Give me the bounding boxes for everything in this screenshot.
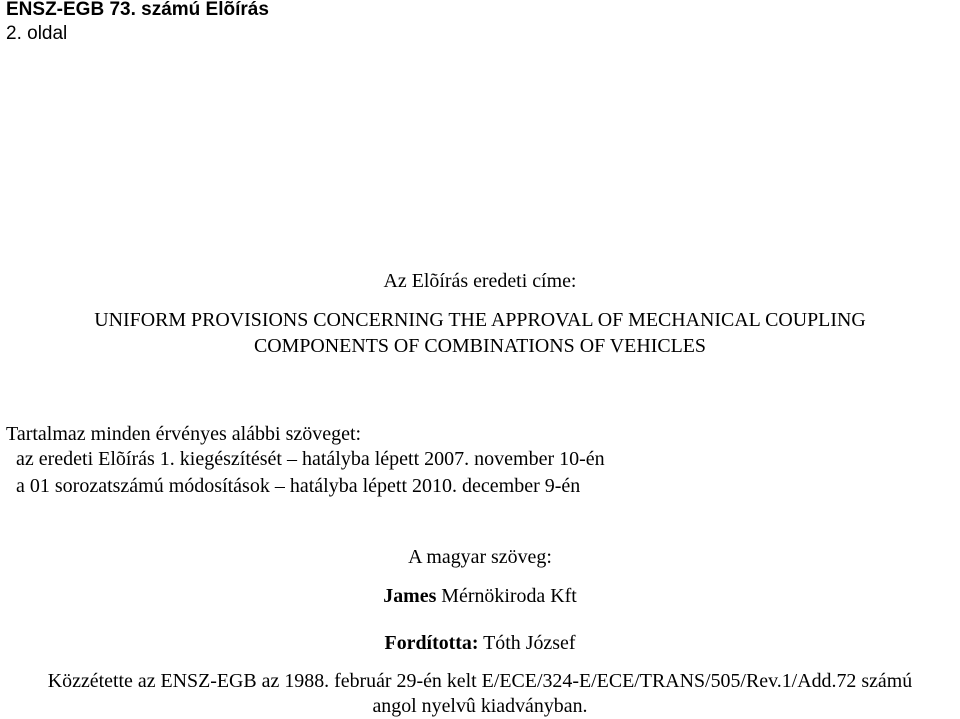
translation-label: A magyar szöveg: (408, 546, 552, 568)
contents-item-supplement: az eredeti Elõírás 1. kiegészítését – hatályba lépett 2007. november 10-én (16, 448, 605, 470)
translator (0, 634, 960, 654)
publication-line-1: Közzétette az ENSZ-EGB az 1988. február 29-én kelt E/ECE/324-E/ECE/TRANS/505/Rev.1/Add.72 számú (47, 670, 913, 692)
page-number: 2. oldal (6, 23, 68, 44)
company-name-bold: James (383, 585, 437, 607)
translation-company (0, 587, 960, 607)
publication-line-2: angol nyelvû kiadványban. (372, 695, 588, 717)
translator-name: Tóth József (478, 632, 576, 654)
document-title: ENSZ-EGB 73. számú Elõírás (6, 0, 269, 20)
original-title-line-2: COMPONENTS OF COMBINATIONS OF VEHICLES (253, 335, 706, 357)
original-title-line-1: UNIFORM PROVISIONS CONCERNING THE APPROVAL OF MECHANICAL COUPLING (94, 309, 866, 331)
original-title-label: Az Elõírás eredeti címe: (383, 270, 577, 292)
translator-label: Fordította: (384, 632, 479, 654)
contents-item-amendments: a 01 sorozatszámú módosítások – hatályba lépett 2010. december 9-én (16, 475, 581, 497)
company-name-rest: Mérnökiroda Kft (436, 585, 577, 607)
contents-intro: Tartalmaz minden érvényes alábbi szöveget: (6, 423, 362, 445)
